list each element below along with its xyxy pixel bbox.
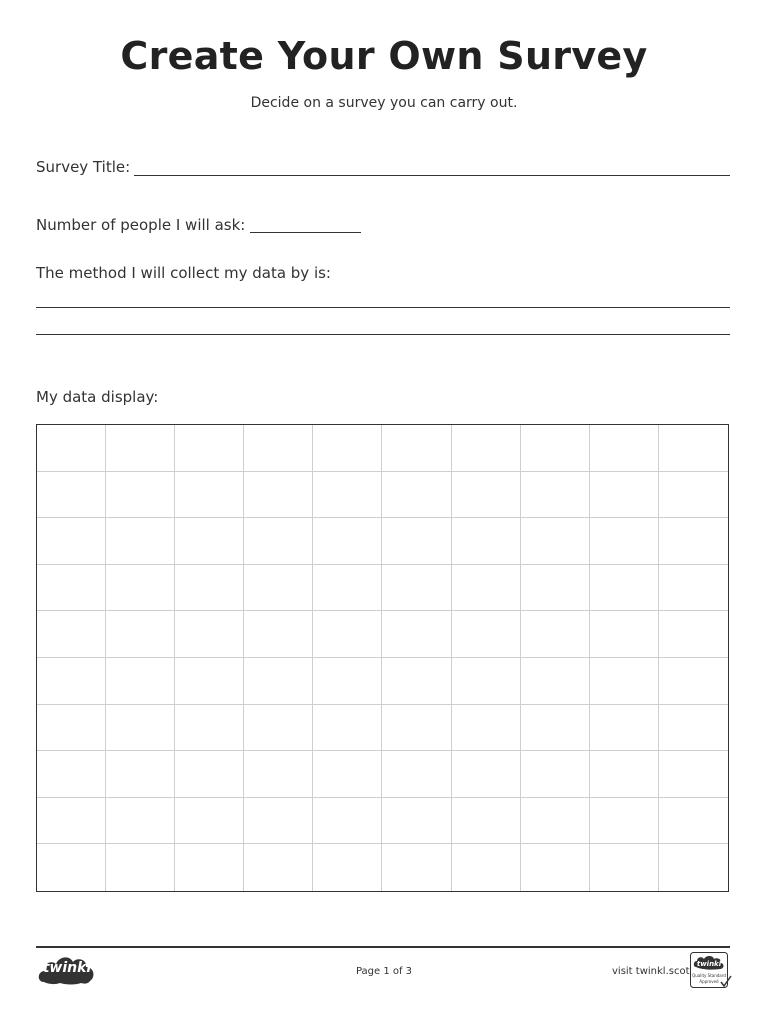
grid-cell[interactable] bbox=[452, 611, 521, 658]
grid-cell[interactable] bbox=[106, 751, 175, 798]
badge-line-2: Approved bbox=[699, 979, 719, 984]
grid-cell[interactable] bbox=[175, 565, 244, 612]
grid-cell[interactable] bbox=[244, 705, 313, 752]
grid-cell[interactable] bbox=[452, 844, 521, 891]
grid-cell[interactable] bbox=[521, 798, 590, 845]
grid-cell[interactable] bbox=[106, 472, 175, 519]
grid-cell[interactable] bbox=[521, 425, 590, 472]
grid-cell[interactable] bbox=[175, 844, 244, 891]
grid-cell[interactable] bbox=[313, 425, 382, 472]
page-title: Create Your Own Survey bbox=[120, 34, 648, 78]
grid-cell[interactable] bbox=[452, 472, 521, 519]
grid-cell[interactable] bbox=[244, 472, 313, 519]
method-label: The method I will collect my data by is: bbox=[36, 264, 331, 282]
grid-cell[interactable] bbox=[382, 844, 451, 891]
grid-cell[interactable] bbox=[37, 425, 106, 472]
grid-cell[interactable] bbox=[313, 844, 382, 891]
grid-cell[interactable] bbox=[313, 798, 382, 845]
grid-cell[interactable] bbox=[452, 798, 521, 845]
grid-cell[interactable] bbox=[659, 472, 728, 519]
grid-cell[interactable] bbox=[175, 798, 244, 845]
logo-text: twinkl bbox=[42, 960, 92, 976]
grid-cell[interactable] bbox=[313, 658, 382, 705]
grid-cell[interactable] bbox=[37, 472, 106, 519]
grid-cell[interactable] bbox=[106, 798, 175, 845]
grid-cell[interactable] bbox=[452, 658, 521, 705]
grid-cell[interactable] bbox=[452, 518, 521, 565]
grid-cell[interactable] bbox=[659, 844, 728, 891]
grid-cell[interactable] bbox=[382, 751, 451, 798]
grid-cell[interactable] bbox=[382, 425, 451, 472]
grid-cell[interactable] bbox=[244, 425, 313, 472]
badge-line-1: Quality Standard bbox=[692, 973, 726, 978]
grid-cell[interactable] bbox=[106, 705, 175, 752]
grid-cell[interactable] bbox=[244, 751, 313, 798]
grid-cell[interactable] bbox=[37, 518, 106, 565]
grid-cell[interactable] bbox=[175, 518, 244, 565]
grid-cell[interactable] bbox=[659, 611, 728, 658]
badge-brand: twinkl bbox=[696, 960, 722, 968]
grid-cell[interactable] bbox=[175, 472, 244, 519]
survey-title-line[interactable] bbox=[134, 175, 730, 176]
grid-cell[interactable] bbox=[106, 565, 175, 612]
grid-cell[interactable] bbox=[521, 565, 590, 612]
grid-cell[interactable] bbox=[382, 798, 451, 845]
grid-cell[interactable] bbox=[37, 705, 106, 752]
grid-cell[interactable] bbox=[37, 658, 106, 705]
visit-link[interactable]: visit twinkl.scot bbox=[612, 966, 690, 977]
grid-cell[interactable] bbox=[452, 425, 521, 472]
grid-cell[interactable] bbox=[175, 611, 244, 658]
grid-cell[interactable] bbox=[175, 425, 244, 472]
grid-cell[interactable] bbox=[244, 565, 313, 612]
grid-cell[interactable] bbox=[590, 472, 659, 519]
grid-cell[interactable] bbox=[590, 518, 659, 565]
grid-cell[interactable] bbox=[659, 751, 728, 798]
grid-cell[interactable] bbox=[313, 472, 382, 519]
grid-cell[interactable] bbox=[37, 611, 106, 658]
grid-cell[interactable] bbox=[244, 518, 313, 565]
grid-cell[interactable] bbox=[382, 705, 451, 752]
grid-cell[interactable] bbox=[659, 565, 728, 612]
grid-cell[interactable] bbox=[37, 844, 106, 891]
method-line-1[interactable] bbox=[36, 307, 730, 308]
method-line-2[interactable] bbox=[36, 334, 730, 335]
grid-cell[interactable] bbox=[659, 425, 728, 472]
grid-cell[interactable] bbox=[590, 658, 659, 705]
grid-cell[interactable] bbox=[244, 798, 313, 845]
grid-cell[interactable] bbox=[590, 751, 659, 798]
grid-cell[interactable] bbox=[590, 611, 659, 658]
grid-cell[interactable] bbox=[37, 751, 106, 798]
grid-cell[interactable] bbox=[244, 611, 313, 658]
grid-cell[interactable] bbox=[106, 844, 175, 891]
grid-cell[interactable] bbox=[382, 658, 451, 705]
grid-cell[interactable] bbox=[244, 844, 313, 891]
footer-divider bbox=[36, 946, 730, 948]
grid-cell[interactable] bbox=[313, 611, 382, 658]
grid-cell[interactable] bbox=[382, 472, 451, 519]
quality-standard-badge bbox=[690, 952, 732, 990]
grid-cell[interactable] bbox=[452, 565, 521, 612]
grid-cell[interactable] bbox=[590, 425, 659, 472]
grid-cell[interactable] bbox=[452, 705, 521, 752]
grid-cell[interactable] bbox=[521, 844, 590, 891]
grid-cell[interactable] bbox=[659, 798, 728, 845]
grid-cell[interactable] bbox=[106, 658, 175, 705]
grid-cell[interactable] bbox=[106, 518, 175, 565]
grid-cell[interactable] bbox=[175, 705, 244, 752]
page-subtitle: Decide on a survey you can carry out. bbox=[250, 95, 518, 111]
grid-cell[interactable] bbox=[106, 611, 175, 658]
grid-cell[interactable] bbox=[313, 705, 382, 752]
grid-cell[interactable] bbox=[175, 751, 244, 798]
grid-cell[interactable] bbox=[313, 565, 382, 612]
grid-cell[interactable] bbox=[659, 658, 728, 705]
grid-cell[interactable] bbox=[452, 751, 521, 798]
grid-cell[interactable] bbox=[382, 611, 451, 658]
grid-cell[interactable] bbox=[521, 705, 590, 752]
grid-cell[interactable] bbox=[590, 565, 659, 612]
grid-cell[interactable] bbox=[382, 565, 451, 612]
grid-cell[interactable] bbox=[521, 472, 590, 519]
page-number: Page 1 of 3 bbox=[355, 966, 413, 977]
badge-icon bbox=[690, 952, 732, 990]
grid-cell[interactable] bbox=[521, 751, 590, 798]
grid-cell[interactable] bbox=[313, 518, 382, 565]
grid-cell[interactable] bbox=[37, 565, 106, 612]
grid-cell[interactable] bbox=[521, 658, 590, 705]
people-count-line[interactable] bbox=[250, 232, 361, 233]
grid-cell[interactable] bbox=[37, 798, 106, 845]
data-display-label: My data display: bbox=[36, 388, 159, 406]
grid-cell[interactable] bbox=[382, 518, 451, 565]
grid-cell[interactable] bbox=[590, 844, 659, 891]
grid-cell[interactable] bbox=[313, 751, 382, 798]
grid-cell[interactable] bbox=[175, 658, 244, 705]
data-display-grid[interactable] bbox=[36, 424, 729, 892]
grid-cell[interactable] bbox=[244, 658, 313, 705]
grid-cell[interactable] bbox=[106, 425, 175, 472]
people-count-label: Number of people I will ask: bbox=[36, 216, 246, 234]
survey-title-label: Survey Title: bbox=[36, 158, 131, 176]
grid-cell[interactable] bbox=[590, 705, 659, 752]
grid-cell[interactable] bbox=[521, 611, 590, 658]
grid-cell[interactable] bbox=[590, 798, 659, 845]
grid-cell[interactable] bbox=[659, 705, 728, 752]
grid-cell[interactable] bbox=[659, 518, 728, 565]
grid-cell[interactable] bbox=[521, 518, 590, 565]
